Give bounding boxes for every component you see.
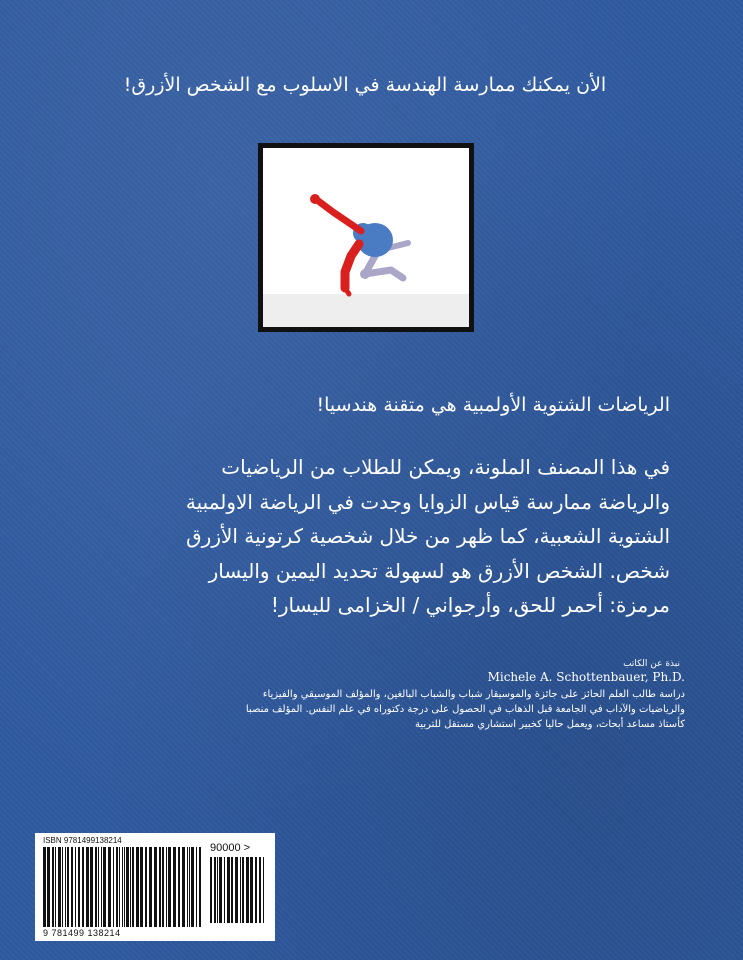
price-barcode-bar [250,857,253,923]
price-barcode-bar [224,857,225,923]
barcode-block [35,833,275,941]
barcode-bar [191,847,194,927]
barcode-bar [187,847,188,927]
description-line: في هذا المصنف الملونة، ويمكن للطلاب من الرياضيات [221,455,670,479]
barcode-bar [136,847,139,927]
barcode-bar [130,847,131,927]
barcode-bar [43,847,46,927]
price-barcode-bar [255,857,257,923]
barcode-bar [189,847,190,927]
barcode-bar [65,847,66,927]
isbn-label: ISBN 9781499138214 [43,836,122,845]
author-name: Michele A. Schottenbauer, Ph.D. [487,670,685,684]
barcode-bar [196,847,197,927]
barcode-bar [47,847,50,927]
barcode-bar [132,847,134,927]
barcode-bar [178,847,180,927]
barcode-bar [95,847,97,927]
right-leg [345,244,359,288]
price-barcode-bar [263,857,264,923]
barcode-bar [182,847,185,927]
left-leg [365,256,403,278]
barcode-bar [108,847,111,927]
barcode-bar [52,847,54,927]
barcode-bar [75,847,76,927]
barcode-bar [199,847,201,927]
barcode-bar [159,847,161,927]
floor-strip [263,294,469,327]
left-knee [360,269,370,279]
barcode-bar [116,847,118,927]
right-foot [345,288,349,294]
right-arm [317,200,361,231]
barcode-bar [67,847,69,927]
barcode-bar [124,847,125,927]
price-barcode-bar [214,857,216,923]
price-barcode-bar [259,857,261,923]
barcode-bar [71,847,73,927]
about-author-label: نبذة عن الكاتب [623,659,680,669]
price-barcode-icon [210,857,266,923]
barcode-bar [101,847,102,927]
bio-line: كأستاذ مساعد أبحاث، ويعمل حاليا كخبير استشاري مستقل للتربية [414,719,685,730]
barcode-bar [140,847,143,927]
barcode-bar [98,847,99,927]
description-line: الشتوية الشعبية، كما ظهر من خلال شخصية كرتونية الأزرق [186,524,670,548]
price-barcode-bar [210,857,212,923]
description-paragraph [70,450,670,623]
cover-illustration-frame [258,143,474,332]
barcode-bar [145,847,147,927]
price-barcode-bar [219,857,222,923]
price-barcode-bar [227,857,230,923]
barcode-bar [162,847,164,927]
price-barcode-bar [217,857,218,923]
price-barcode-bar [235,857,238,923]
barcode-bar [166,847,167,927]
barcode-bar [122,847,123,927]
bio-line: والرياضيات والآداب في الجامعة قبل الذهاب في الحصول على درجة دكتوراه في علم النفس. المؤلف منصبا [245,704,685,715]
barcode-bar [113,847,114,927]
price-code: 90000 > [210,842,251,854]
bio-line: دراسة طالب العلم الحائز على جائزة والموسيقار شباب والشباب البالغين، والمؤلف الموسيقي والفيزياء [262,689,685,700]
description-line: مرمزة: أحمر للحق، وأرجواني / الخزامى لليسار! [270,593,670,617]
isbn-digits: 9 781499 138214 [43,928,121,938]
barcode-bar [168,847,171,927]
price-barcode-bar [242,857,244,923]
barcode-bar [86,847,89,927]
description-line: والرياضة ممارسة قياس الزوايا وجدت في الرياضة الاولمبية [185,489,670,514]
author-bio [245,687,685,732]
barcode-bar [149,847,152,927]
barcode-bar [154,847,157,927]
price-barcode-bar [240,857,241,923]
tagline: الأن يمكنك ممارسة الهندسة في الاسلوب مع الشخص الأزرق! [123,74,607,96]
barcode-bar [82,847,84,927]
barcode-bar [119,847,120,927]
description-line: شخص. الشخص الأزرق هو لسهولة تحديد اليمين واليسار [208,558,670,583]
barcode-bar [103,847,106,927]
barcode-bar [173,847,176,927]
right-hand [310,194,320,204]
barcode-bar [90,847,93,927]
barcode-icon [43,847,203,927]
price-barcode-bar [246,857,249,923]
barcode-bar [58,847,61,927]
barcode-bar [78,847,80,927]
barcode-bar [62,847,63,927]
section-heading: الرياضات الشتوية الأولمبية هي متقنة هندسيا! [316,394,670,416]
blue-person-figure-icon [263,148,469,327]
barcode-bar [126,847,129,927]
barcode-bar [55,847,56,927]
price-barcode-bar [231,857,233,923]
